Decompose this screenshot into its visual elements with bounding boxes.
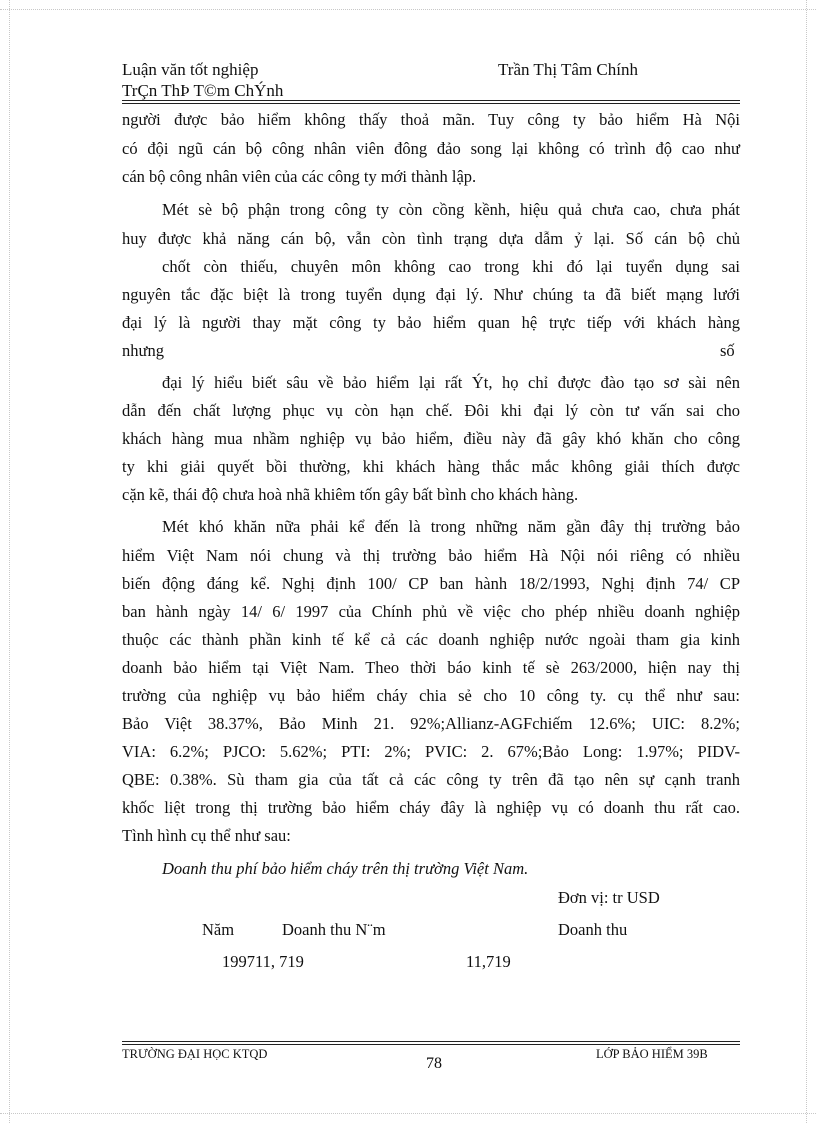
body-line: cán bộ công nhân viên của các công ty mới thành lập. xyxy=(122,167,477,186)
table-caption: Doanh thu phí bảo hiểm cháy trên thị trường Việt Nam. xyxy=(162,859,529,878)
body-line: người được bảo hiểm không thấy thoả mãn. Tuy công ty bảo hiểm Hà Nội xyxy=(122,110,740,129)
body-line: thuộc các thành phần kinh tế kể cả các doanh nghiệp nước ngoài tham gia kinh xyxy=(122,630,740,649)
header-author-garbled: TrÇn ThÞ T©m ChÝnh xyxy=(122,81,284,100)
crop-mark-bottom xyxy=(0,1113,816,1114)
body-line: doanh bảo hiểm tại Việt Nam. Theo thời báo kinh tế sè 263/2000, hiện nay thị xyxy=(122,658,740,677)
footer-rule-top xyxy=(122,1041,740,1042)
table-header-revenue: Doanh thu xyxy=(558,920,628,939)
body-line: ty khi giải quyết bồi thường, khi khách hàng thắc mắc không giải thích được xyxy=(122,457,740,476)
page-number: 78 xyxy=(426,1055,442,1072)
body-line: khách hàng mua nhầm nghiệp vụ bảo hiểm, điều này đã gây khó khăn cho công xyxy=(122,429,740,448)
body-line: VIA: 6.2%; PJCO: 5.62%; PTI: 2%; PVIC: 2. 67%;Bảo Long: 1.97%; PIDV- xyxy=(122,742,740,761)
header-author-name: Trần Thị Tâm Chính xyxy=(498,60,638,79)
body-line: khốc liệt trong thị trường bảo hiểm cháy đây là nghiệp vụ có doanh thu rất cao. xyxy=(122,798,740,817)
header-thesis-title: Luận văn tốt nghiệp xyxy=(122,60,259,79)
body-line: QBE: 0.38%. Sù tham gia của tất cả các công ty trên đã tạo nên sự cạnh tranh xyxy=(122,770,740,789)
body-line: Mét khó khăn nữa phải kể đến là trong những năm gần đây thị trường bảo xyxy=(162,517,740,536)
body-line: nguyên tắc đặc biệt là trong tuyển dụng đại lý. Như chúng ta đã biết mạng lưới xyxy=(122,285,740,304)
footer-school: TRƯỜNG ĐẠI HỌC KTQD xyxy=(122,1047,268,1061)
unit-label: Đơn vị: tr USD xyxy=(558,888,660,907)
body-line: huy được khả năng cán bộ, vẫn còn tình trạng dựa dẫm ỷ lại. Số cán bộ chủ xyxy=(122,229,740,248)
crop-mark-top xyxy=(0,9,816,10)
table-header-revenue-year: Doanh thu N¨m xyxy=(282,920,386,939)
body-line: đại lý hiểu biết sâu về bảo hiểm lại rất Ýt, họ chỉ được đào tạo sơ sài nên xyxy=(162,373,740,392)
body-line: dẫn đến chất lượng phục vụ còn hạn chế. Đôi khi đại lý còn tư vấn sai cho xyxy=(122,401,740,420)
body-line: hiểm Việt Nam nói chung và thị trường bảo hiểm Hà Nội nói riêng có nhiều xyxy=(122,546,740,565)
body-line: biến động đáng kể. Nghị định 100/ CP ban hành 18/2/1993, Nghị định 74/ CP xyxy=(122,574,740,593)
body-line: có đội ngũ cán bộ công nhân viên đông đảo song lại không có trình độ cao như xyxy=(122,139,740,158)
footer-class: LỚP BẢO HIỂM 39B xyxy=(596,1047,708,1061)
body-line: chốt còn thiếu, chuyên môn không cao trong khi đó lại tuyển dụng sai xyxy=(162,257,740,276)
body-line: trường của nghiệp vụ bảo hiểm cháy chia sẻ cho 10 công ty. cụ thể như sau: xyxy=(122,686,740,705)
table-cell: 199711, 719 xyxy=(222,952,304,971)
footer-rule-bottom xyxy=(122,1044,740,1045)
table-cell: 11,719 xyxy=(466,952,511,971)
body-line: Bảo Việt 38.37%, Bảo Minh 21. 92%;Allianz-AGFchiếm 12.6%; UIC: 8.2%; xyxy=(122,714,740,733)
body-line: nhưng xyxy=(122,341,164,360)
body-line: Tình hình cụ thể như sau: xyxy=(122,826,291,845)
body-line: Mét sè bộ phận trong công ty còn cồng kềnh, hiệu quả chưa cao, chưa phát xyxy=(162,200,740,219)
crop-mark-right xyxy=(806,0,807,1123)
header-rule-bottom xyxy=(122,103,740,104)
body-line: ban hành ngày 14/ 6/ 1997 của Chính phủ về việc cho phép nhiều doanh nghiệp xyxy=(122,602,740,621)
header-rule-top xyxy=(122,100,740,101)
crop-mark-left xyxy=(9,0,10,1123)
table-header-year: Năm xyxy=(202,920,235,939)
body-line: số xyxy=(720,341,735,360)
body-line: cặn kẽ, thái độ chưa hoà nhã khiêm tốn gây bất bình cho khách hàng. xyxy=(122,485,579,504)
body-line: đại lý là người thay mặt công ty bảo hiểm quan hệ trực tiếp với khách hàng xyxy=(122,313,740,332)
